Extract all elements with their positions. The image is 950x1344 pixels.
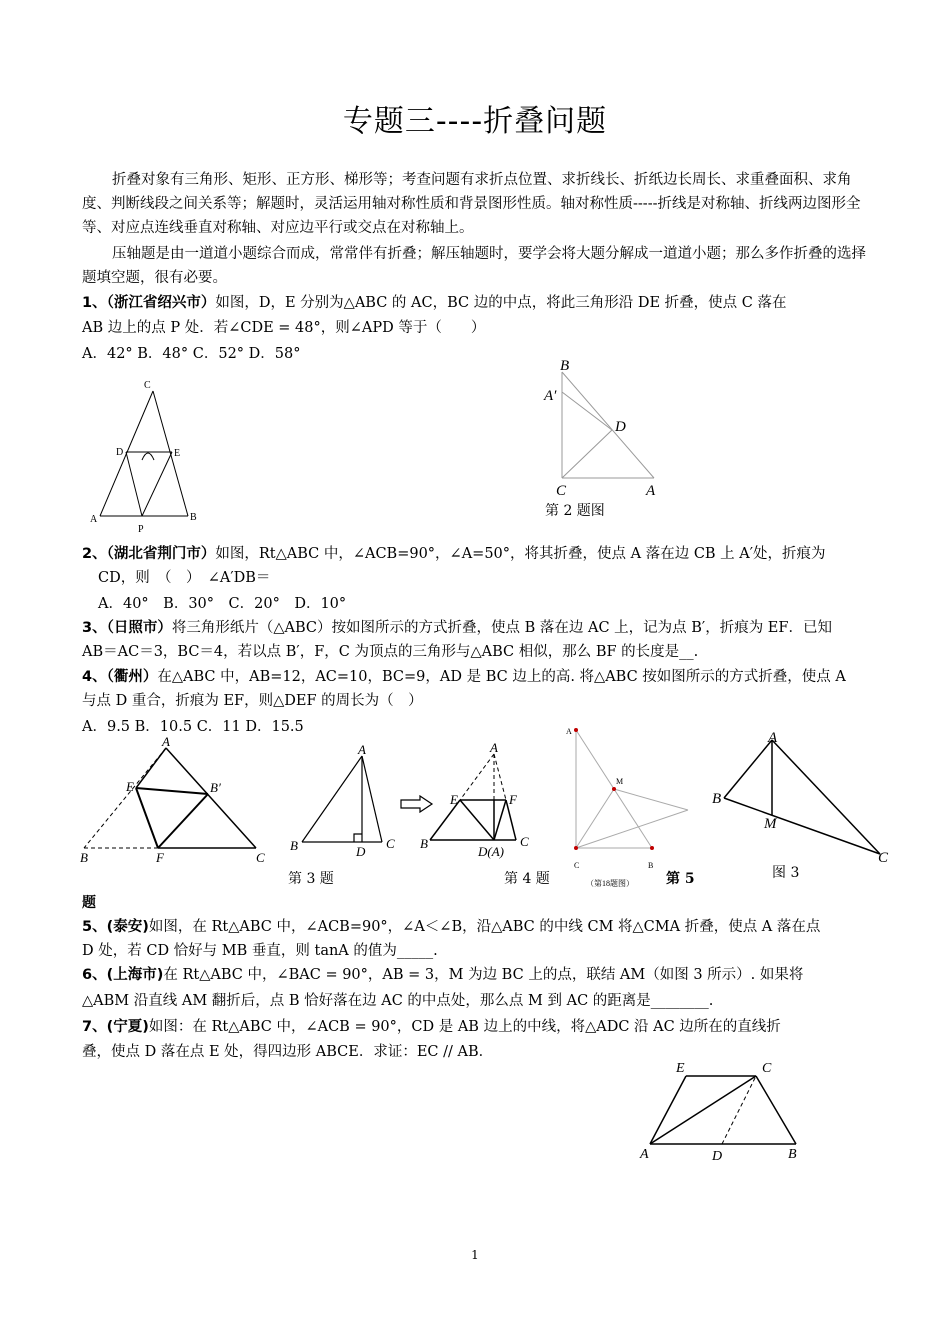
q1-options: A．42° B．48° C．52° D．58° [82, 346, 301, 362]
f2-edge-ba [562, 372, 654, 478]
q2-line1 [82, 543, 882, 565]
f3-edge-eb1 [136, 788, 208, 794]
f5-point-b [650, 846, 654, 850]
f3-edge-ac [166, 748, 256, 848]
f2-label-c: C [556, 483, 567, 499]
f4b-label-e: E [450, 792, 458, 807]
q3-number: 3、 [82, 620, 107, 636]
f2-label-a: A [646, 483, 656, 499]
f4a-right-angle-mark [354, 834, 362, 842]
f1-angle-arc [142, 453, 154, 460]
f4a-label-d: D [356, 844, 366, 859]
f1-label-d: D [116, 447, 124, 458]
q4-figure-original [286, 742, 402, 862]
f6-label-a: A [768, 730, 778, 746]
f4b-edge-ed [460, 800, 494, 840]
q6-source: (上海市) [106, 967, 164, 983]
q7-text1: 如图：在 Rt△ABC 中，∠ACB = 90°，CD 是 AB 边上的中线，将△ADC 沿 AC 边所在的直线折 [148, 1019, 781, 1035]
q3-line1 [82, 617, 882, 639]
q2-options: A．40° B．30° C．20° D．10° [98, 596, 347, 612]
f5-caption-18: （第18题图） [586, 879, 634, 888]
f1-edge-ep [142, 452, 172, 516]
f5-median-cm [576, 789, 614, 848]
q7-figure [636, 1056, 812, 1168]
q1-figure [88, 376, 208, 536]
f6-label-c: C [878, 850, 889, 866]
q5-number: 5、 [82, 919, 107, 935]
f3-label-b: B [80, 850, 88, 865]
q2-figure [540, 352, 670, 502]
intro-paragraph-1: 折叠对象有三角形、矩形、正方形、梯形等；考查问题有求折点位置、求折线长、折纸边长周长、求重叠面积、求角度、判断线段之间关系等；解题时，灵活运用轴对称性质和背景图形性质。轴对称性质-----折线是对称轴、折线两边图形全等、对应点连线垂直对称轴、对应边平行或交点在对称轴上。 [82, 172, 861, 236]
f5-label-c: C [574, 861, 580, 870]
q7-line2: 叠，使点 D 落在点 E 处，得四边形 ABCE．求证：EC // AB． [82, 1044, 494, 1060]
f4b-label-c: C [520, 834, 529, 849]
q7-source: (宁夏) [106, 1019, 149, 1035]
f4b-label-da: D(A) [478, 844, 504, 859]
f1-label-c: C [144, 380, 151, 391]
f1-label-a: A [90, 514, 98, 525]
q2-text1: 如图，Rt△ABC 中，∠ACB=90°，∠A=50°，将其折叠，使点 A 落在边 CB 上 A′处，折痕为 [215, 546, 826, 562]
f4b-label-a: A [490, 740, 498, 755]
f2-label-d: D [615, 419, 626, 435]
f4a-edge-ab [302, 756, 362, 842]
q5-text1: 如图，在 Rt△ABC 中，∠ACB=90°，∠A＜∠B，沿△ABC 的中线 CM 将△CMA 折叠，使点 A 落在点 [148, 919, 821, 935]
q4-number: 4、 [82, 669, 107, 685]
q2-number: 2、 [82, 546, 107, 562]
q3-figure [76, 736, 276, 868]
intro-paragraph-2: 压轴题是由一道道小题综合而成，常常伴有折叠；解压轴题时，要学会将大题分解成一道道小题；那么多作折叠的选择题填空题，很有必要。 [82, 246, 866, 286]
f7-diagonal-ac [650, 1076, 756, 1144]
q6-figure-caption: 图 3 [772, 865, 800, 881]
f5-label-a: A [566, 727, 572, 736]
q2-source: （湖北省荆门市） [106, 546, 216, 562]
f1-label-p: P [138, 524, 144, 535]
f3-edge-ae [136, 748, 166, 788]
q4-figure-folded [420, 740, 536, 864]
f4a-label-a: A [358, 742, 366, 757]
q1-text1: 如图，D，E 分别为△ABC 的 AC，BC 边的中点，将此三角形沿 DE 折叠，使点 C 落在 [215, 295, 787, 311]
f3-label-f: F [156, 850, 164, 865]
f4b-edge-fd [494, 800, 506, 840]
f5-point-a [574, 728, 578, 732]
f4a-label-c: C [386, 836, 395, 851]
q4-options: A．9.5 B．10.5 C．11 D．15.5 [82, 719, 304, 735]
q1-line1 [82, 292, 882, 314]
page-number: 1 [471, 1248, 479, 1262]
f7-label-e: E [676, 1061, 685, 1076]
f3-fold-ef [136, 788, 158, 848]
q4-text1: 在△ABC 中，AB=12，AC=10，BC=9，AD 是 BC 边上的高. 将△ABC 按如图所示的方式折叠，使点 A [157, 669, 846, 685]
f7-label-a: A [640, 1147, 649, 1162]
q4-source: （衢州） [106, 669, 158, 685]
f7-label-d: D [712, 1149, 723, 1164]
f5-label-m: M [616, 777, 624, 786]
q3-figure-caption: 第 3 题 [288, 871, 334, 887]
q1-line2: AB 边上的点 P 处．若∠CDE = 48°，则∠APD 等于（ ） [82, 320, 486, 336]
q5-figure-caption-cont: 题 [82, 895, 96, 911]
f5-point-m [612, 787, 616, 791]
f1-label-e: E [174, 448, 181, 459]
f6-edge-bc [724, 798, 880, 854]
q6-line1 [82, 964, 882, 986]
q2-line2: CD，则 （ ） ∠A′DB＝ [98, 570, 271, 586]
q3-source: （日照市） [106, 620, 172, 636]
f5-edge-cd [576, 810, 688, 848]
f4a-edge-ac [362, 756, 382, 842]
q5-figure [558, 722, 698, 890]
f7-label-b: B [788, 1147, 797, 1162]
f3-folded-ab [84, 748, 166, 848]
f6-label-m: M [764, 816, 777, 832]
f5-label-b: B [648, 861, 654, 870]
f1-edge-cb [153, 391, 188, 516]
q5-source: (泰安) [106, 919, 149, 935]
q4-line2: 与点 D 重合，折痕为 EF，则△DEF 的周长为（ ） [82, 693, 423, 709]
q4-line1 [82, 666, 882, 688]
f4b-label-b: B [420, 836, 428, 851]
f2-edge-a1d [562, 392, 612, 430]
f3-label-e: E [126, 779, 134, 794]
f3-edge-fb1 [158, 794, 208, 848]
q1-number: 1、 [82, 295, 107, 311]
f6-edge-ab [724, 740, 772, 798]
q1-source: （浙江省绍兴市） [106, 295, 216, 311]
f6-edge-ac [772, 740, 880, 854]
f7-label-c: C [762, 1061, 772, 1076]
f1-label-b: B [190, 512, 197, 523]
f4b-label-f: F [509, 792, 517, 807]
page-title: 专题三----折叠问题 [342, 104, 608, 139]
q5-figure-caption: 第 5 [666, 871, 695, 887]
f7-edge-ea [650, 1076, 686, 1144]
q7-number: 7、 [82, 1019, 107, 1035]
f3-label-a: A [162, 736, 170, 749]
q5-line1 [82, 916, 882, 938]
f1-edge-dp [126, 452, 142, 516]
f7-edge-cb [756, 1076, 796, 1144]
q6-number: 6、 [82, 967, 107, 983]
f3-label-b1: B′ [210, 780, 221, 795]
f3-label-c: C [256, 850, 265, 865]
f4b-folded-ae [460, 754, 494, 800]
q3-text1: 将三角形纸片（△ABC）按如图所示的方式折叠，使点 B 落在边 AC 上，记为点 B′，折痕为 EF．已知 [171, 620, 832, 636]
q6-text1: 在 Rt△ABC 中，∠BAC = 90°，AB = 3，M 为边 BC 上的点，联结 AM（如图 3 所示）. 如果将 [163, 967, 804, 983]
q5-line2: D 处，若 CD 恰好与 MB 垂直，则 tanA 的值为_____. [82, 943, 438, 959]
f2-label-b: B [560, 358, 570, 374]
f4b-folded-af [494, 754, 506, 800]
q6-figure [708, 726, 898, 866]
f4a-label-b: B [290, 838, 298, 853]
q6-line2: △ABM 沿直线 AM 翻折后，点 B 恰好落在边 AC 的中点处，那么点 M 到 AC 的距离是________. [82, 993, 714, 1009]
f2-label-a1: A′ [544, 388, 557, 404]
q3-line2: AB＝AC＝3，BC＝4，若以点 B′，F，C 为顶点的三角形与△ABC 相似，那么 BF 的长度是__. [82, 644, 699, 660]
f5-point-c [574, 846, 578, 850]
q4-figure-caption: 第 4 题 [504, 871, 550, 887]
f6-label-b: B [712, 791, 722, 807]
q7-line1 [82, 1016, 882, 1038]
q2-figure-caption: 第 2 题图 [545, 503, 605, 519]
f2-fold-cd [562, 430, 612, 478]
